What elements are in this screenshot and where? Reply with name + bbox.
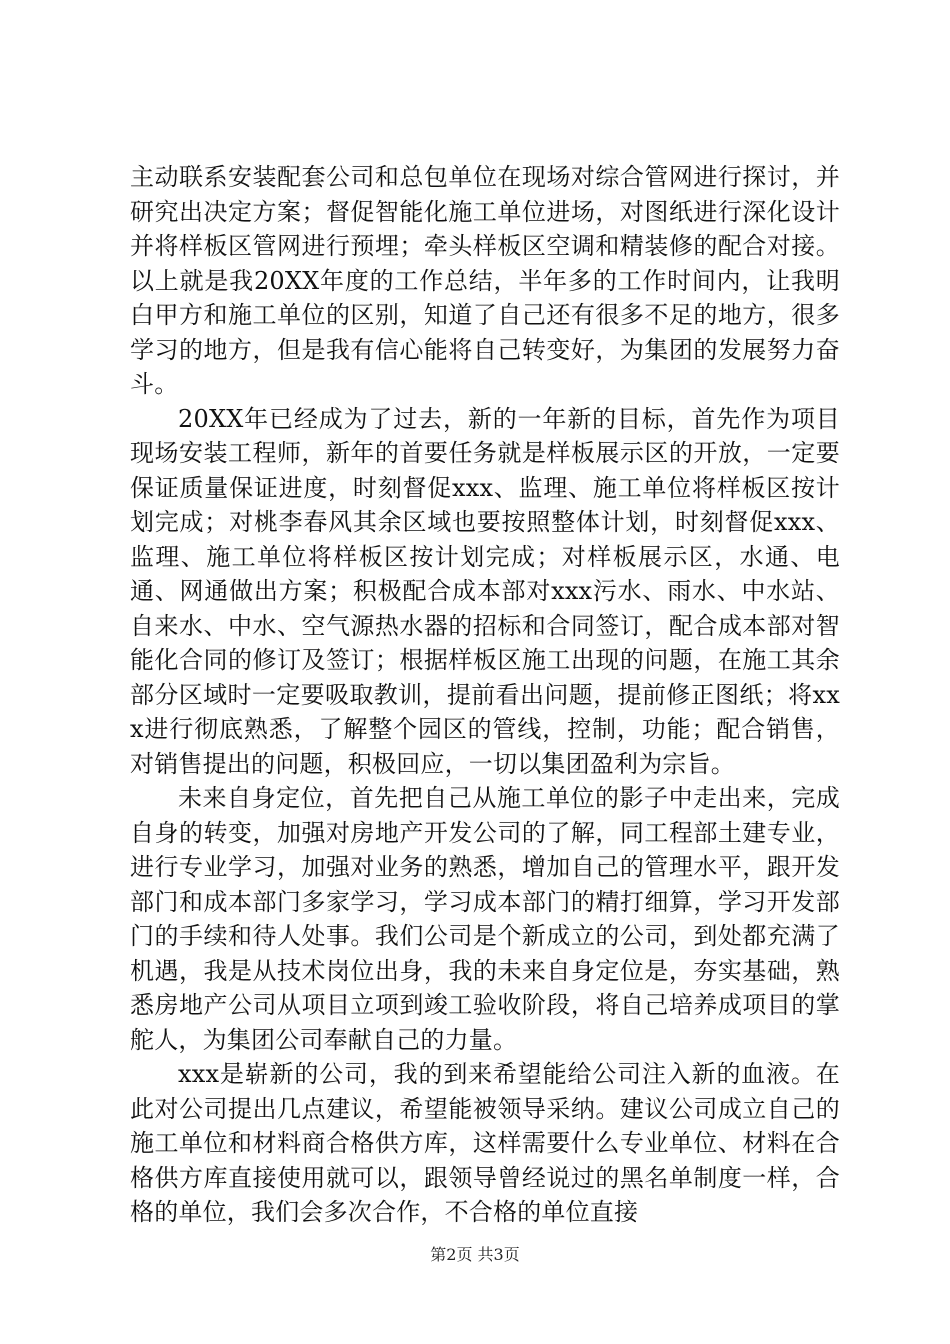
page-number-footer: 第2页 共3页 — [430, 1245, 520, 1264]
paragraph-4: xxx是崭新的公司，我的到来希望能给公司注入新的血液。在此对公司提出几点建议，希望能被领导采纳。建议公司成立自己的施工单位和材料商合格供方库，这样需要什么专业单位、材料在合格供方库直接使用就可以，跟领导曾经说过的黑名单制度一样，合格的单位，我们会多次合作，不合格的单位直接 — [130, 1060, 840, 1226]
paragraph-3: 未来自身定位，首先把自己从施工单位的影子中走出来，完成自身的转变，加强对房地产开发公司的了解，同工程部土建专业，进行专业学习，加强对业务的熟悉，增加自己的管理水平，跟开发部门和成本部门多家学习，学习成本部门的精打细算，学习开发部门的手续和待人处事。我们公司是个新成立的公司，到处都充满了机遇，我是从技术岗位出身，我的未来自身定位是，夯实基础，熟悉房地产公司从项目立项到竣工验收阶段，将自己培养成项目的掌舵人，为集团公司奉献自己的力量。 — [130, 784, 840, 1054]
paragraph-2: 20XX年已经成为了过去，新的一年新的目标，首先作为项目现场安装工程师，新年的首要任务就是样板展示区的开放，一定要保证质量保证进度，时刻督促xxx、监理、施工单位将样板区按计划完成；对桃李春风其余区域也要按照整体计划，时刻督促xxx、监理、施工单位将样板区按计划完成；对样板展示区，水通、电通、网通做出方案；积极配合成本部对xxx污水、雨水、中水站、自来水、中水、空气源热水器的招标和合同签订，配合成本部对智能化合同的修订及签订；根据样板区施工出现的问题，在施工其余部分区域时一定要吸取教训，提前看出问题，提前修正图纸；将xxx进行彻底熟悉，了解整个园区的管线，控制，功能；配合销售，对销售提出的问题，积极回应，一切以集团盈利为宗旨。 — [130, 404, 840, 778]
paragraph-1: 主动联系安装配套公司和总包单位在现场对综合管网进行探讨，并研究出决定方案；督促智能化施工单位进场，对图纸进行深化设计并将样板区管网进行预埋；牵头样板区空调和精装修的配合对接。以上就是我20XX年度的工作总结，半年多的工作时间内，让我明白甲方和施工单位的区别，知道了自己还有很多不足的地方，很多学习的地方，但是我有信心能将自己转变好，为集团的发展努力奋斗。 — [130, 163, 840, 398]
document-body — [130, 160, 840, 1230]
